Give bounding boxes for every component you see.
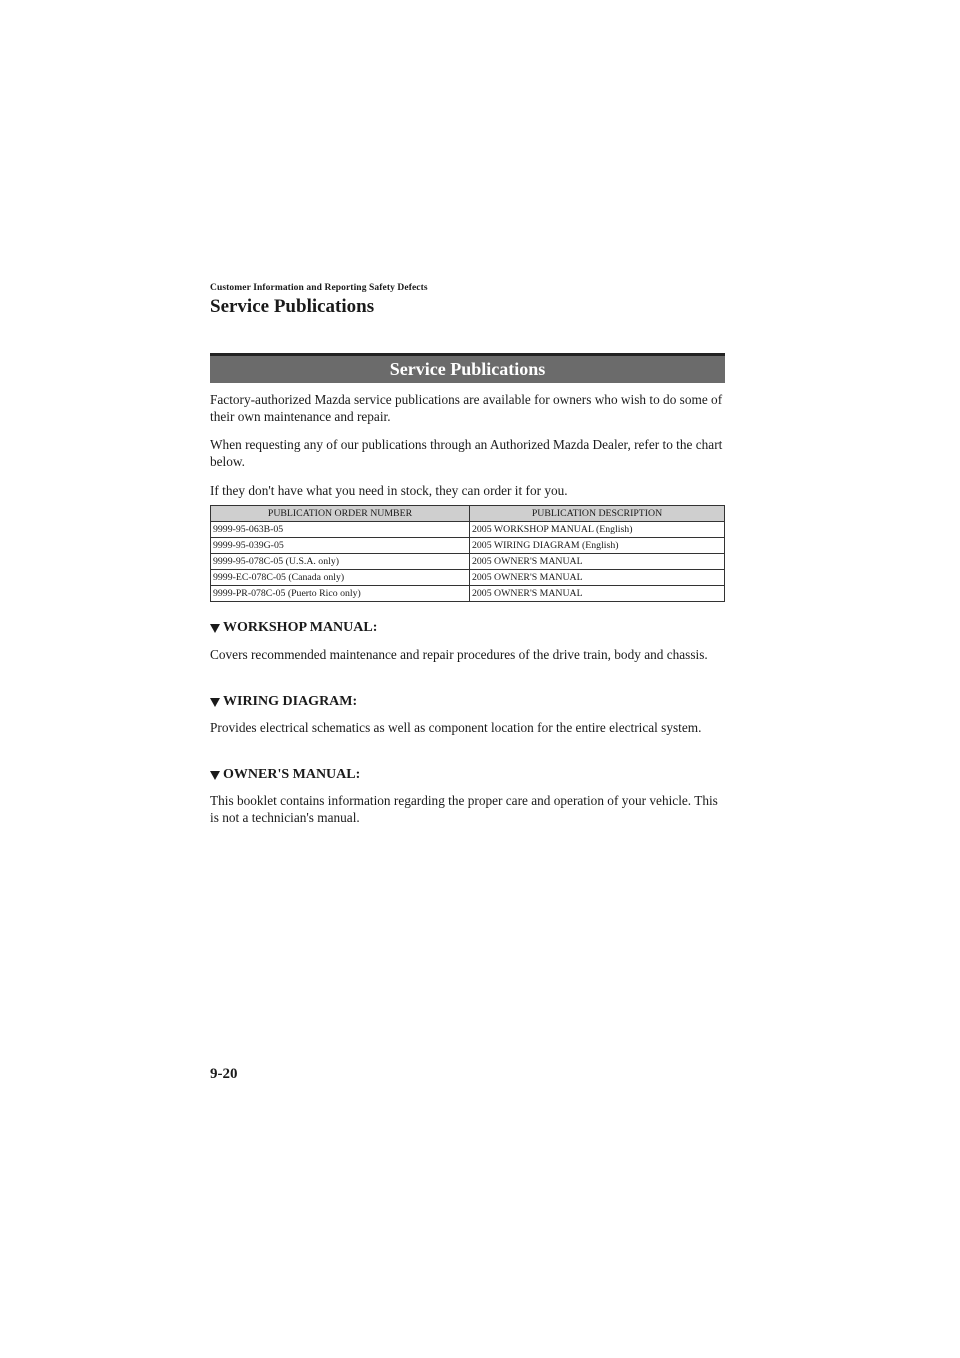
subsection-heading-wiring-diagram <box>210 694 357 710</box>
stock-paragraph: If they don't have what you need in stock, they can order it for you. <box>210 483 568 498</box>
table-row <box>211 586 725 602</box>
subsection-body: Covers recommended maintenance and repair procedures of the drive train, body and chassis. <box>210 647 708 662</box>
triangle-down-icon <box>210 771 220 780</box>
section-banner: Service Publications <box>210 356 725 383</box>
order-number-cell: 9999-PR-078C-05 (Puerto Rico only) <box>211 586 470 602</box>
intro-paragraph: Factory-authorized Mazda service publications are available for owners who wish to do some of their own maintenance and repair. <box>210 392 723 424</box>
order-number-cell: 9999-95-063B-05 <box>211 522 470 538</box>
manual-page <box>210 0 725 1358</box>
table-row <box>211 570 725 586</box>
triangle-down-icon <box>210 624 220 633</box>
subsection-body: Provides electrical schematics as well as component location for the entire electrical system. <box>210 720 702 735</box>
request-paragraph: When requesting any of our publications through an Authorized Mazda Dealer, refer to the chart below. <box>210 437 723 469</box>
description-cell: 2005 WIRING DIAGRAM (English) <box>470 538 725 554</box>
publications-table <box>210 505 725 602</box>
description-cell: 2005 OWNER'S MANUAL <box>470 586 725 602</box>
chapter-label: Customer Information and Reporting Safety Defects <box>210 283 428 293</box>
subsection-heading-workshop-manual <box>210 620 377 636</box>
table-header-row <box>211 506 725 522</box>
order-number-cell: 9999-EC-078C-05 (Canada only) <box>211 570 470 586</box>
table-row <box>211 538 725 554</box>
description-cell: 2005 OWNER'S MANUAL <box>470 570 725 586</box>
table-row <box>211 554 725 570</box>
page-title: Service Publications <box>210 296 375 317</box>
subsection-title: WIRING DIAGRAM: <box>223 694 358 709</box>
subsection-title: OWNER'S MANUAL: <box>223 767 361 782</box>
page-number: 9-20 <box>210 1066 238 1082</box>
subsection-body: This booklet contains information regarding the proper care and operation of your vehicle. This is not a technician's manual. <box>210 793 718 825</box>
subsection-heading-owners-manual <box>210 767 360 783</box>
order-number-cell: 9999-95-039G-05 <box>211 538 470 554</box>
order-number-cell: 9999-95-078C-05 (U.S.A. only) <box>211 554 470 570</box>
subsection-title: WORKSHOP MANUAL: <box>223 620 378 635</box>
header-order-number: PUBLICATION ORDER NUMBER <box>211 506 470 522</box>
description-cell: 2005 OWNER'S MANUAL <box>470 554 725 570</box>
triangle-down-icon <box>210 698 220 707</box>
description-cell: 2005 WORKSHOP MANUAL (English) <box>470 522 725 538</box>
table-row <box>211 522 725 538</box>
header-description: PUBLICATION DESCRIPTION <box>470 506 725 522</box>
